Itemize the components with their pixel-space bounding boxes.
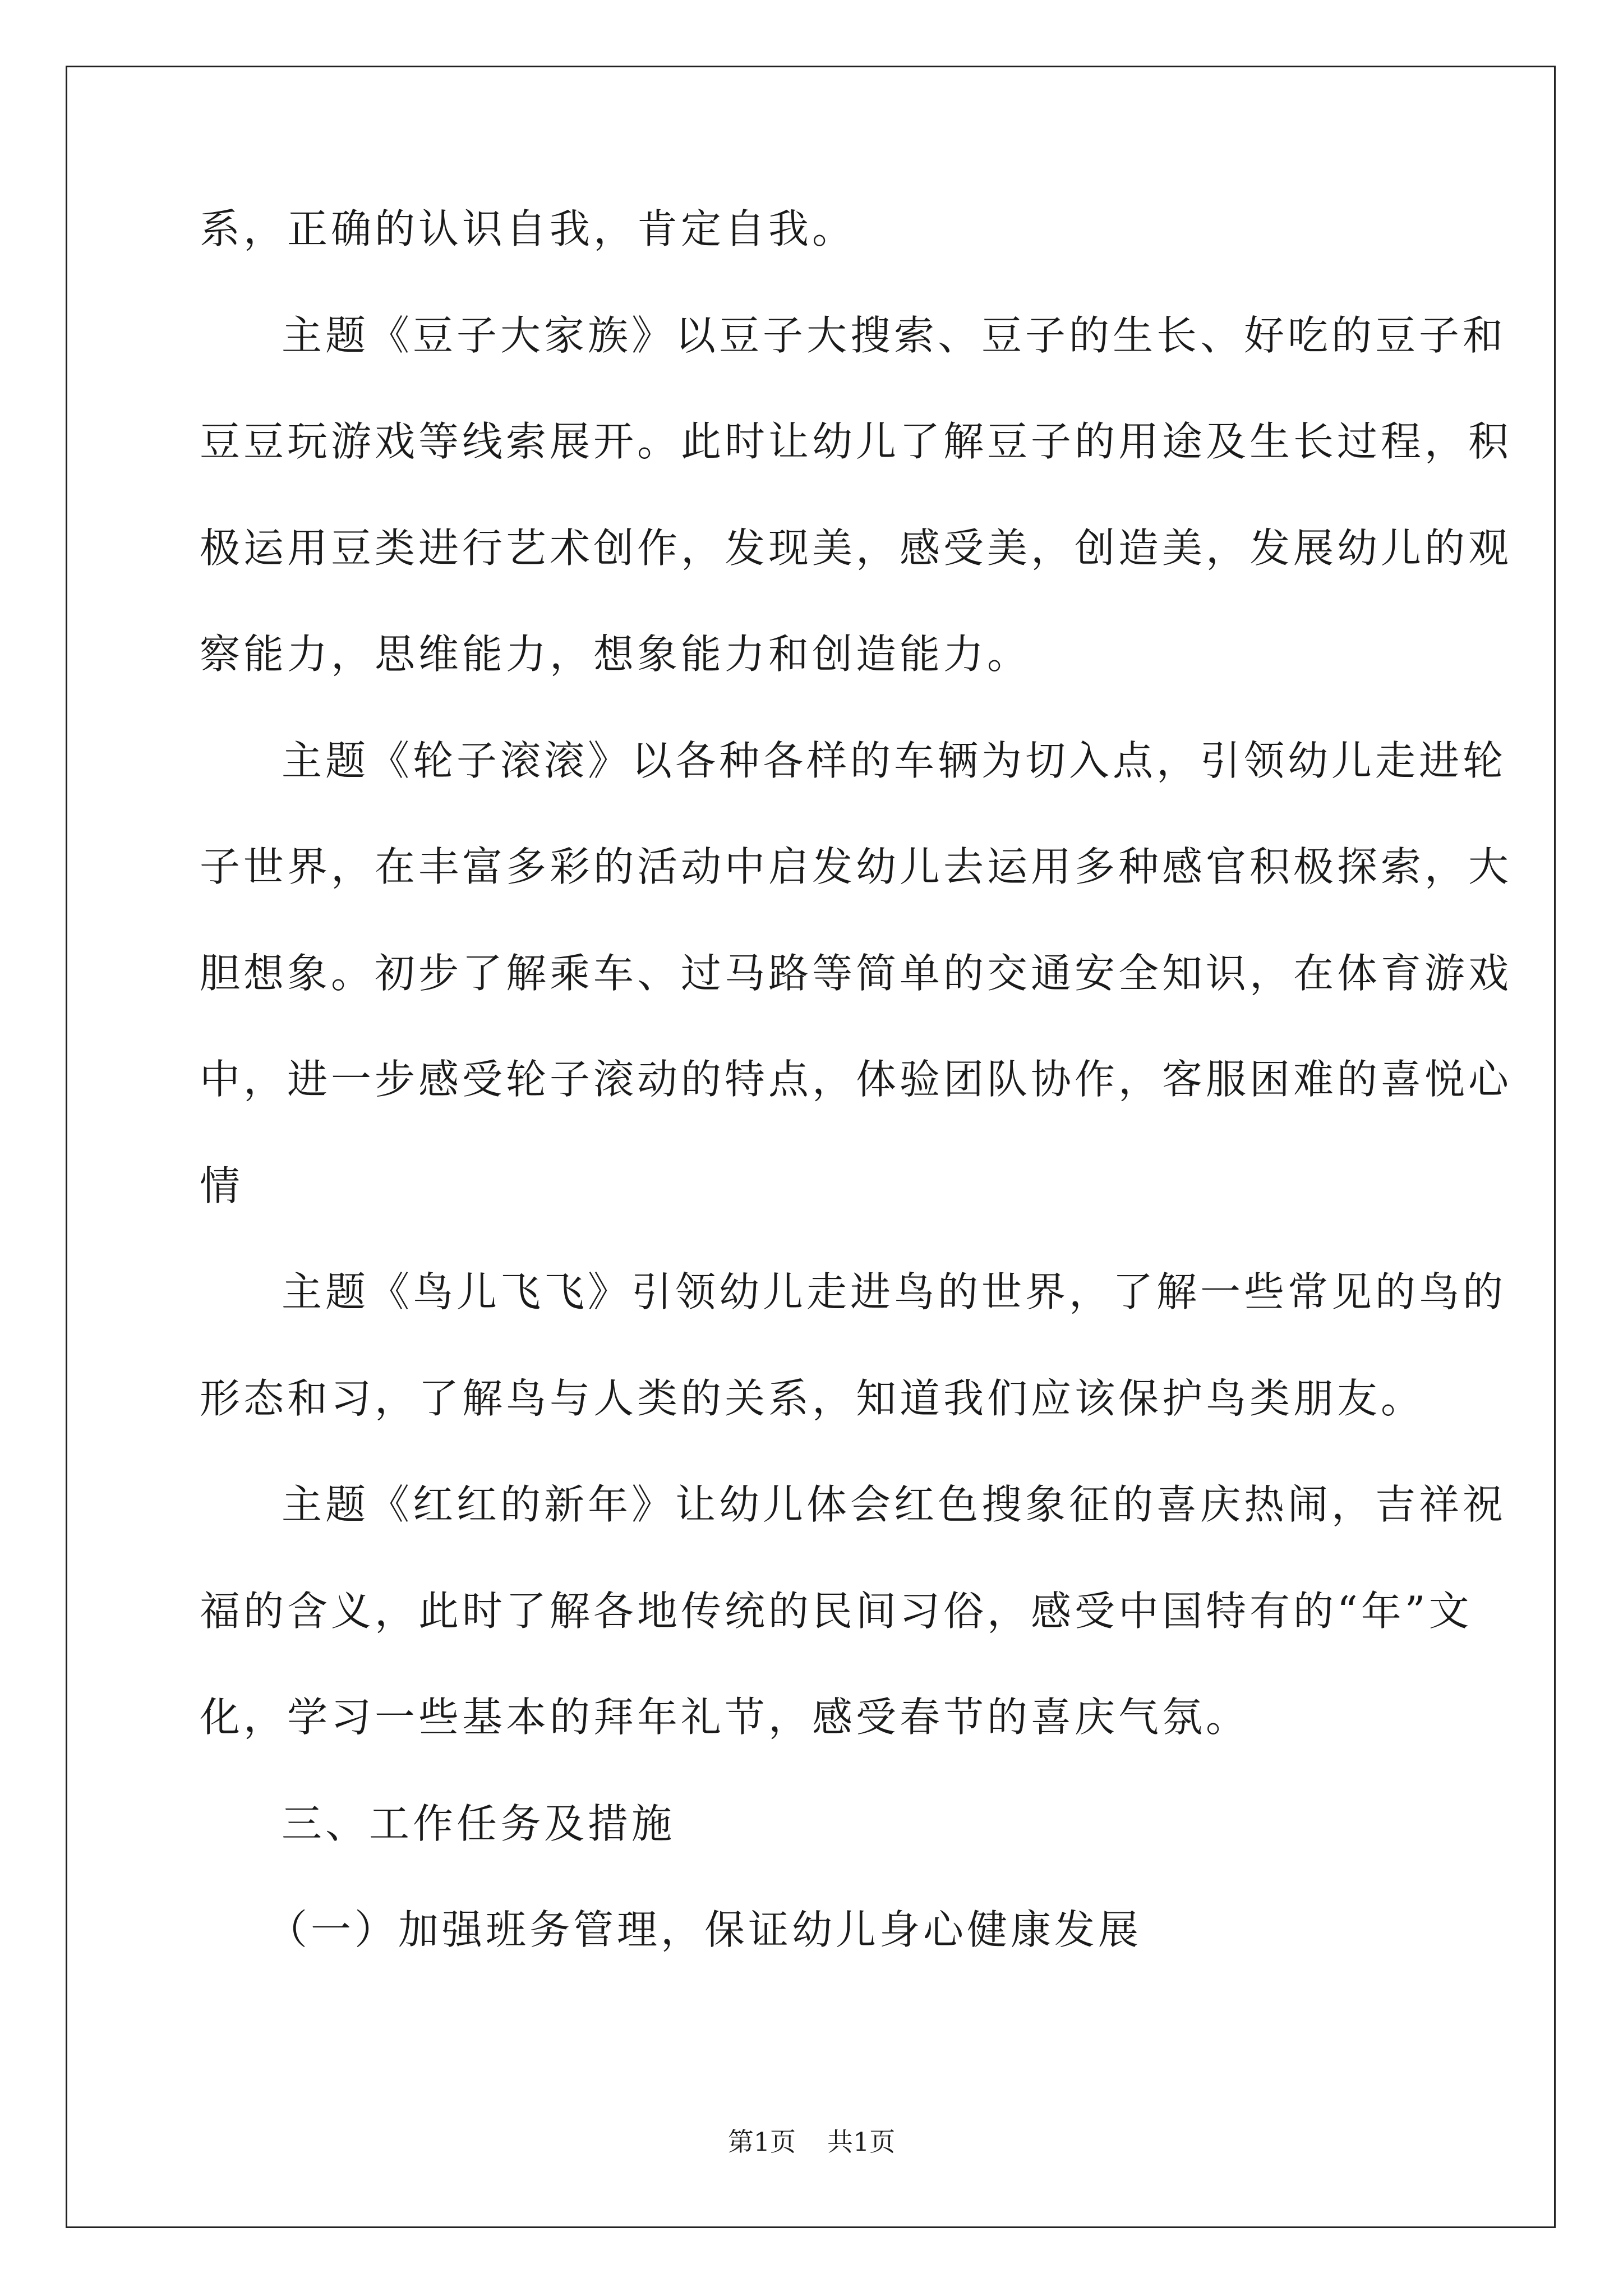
paragraph-line: 化，学习一些基本的拜年礼节，感受春节的喜庆气氛。 bbox=[200, 1694, 1250, 1741]
paragraph-line: 豆豆玩游戏等线索展开。此时让幼儿了解豆子的用途及生长过程，积 bbox=[200, 418, 1513, 465]
paragraph-line: 子世界，在丰富多彩的活动中启发幼儿去运用多种感官积极探索，大 bbox=[200, 843, 1513, 890]
paragraph-line: 主题《豆子大家族》以豆子大搜索、豆子的生长、好吃的豆子和 bbox=[282, 312, 1507, 359]
page-total: 共1页 bbox=[827, 2127, 896, 2157]
section-heading: 三、工作任务及措施 bbox=[282, 1800, 676, 1847]
paragraph-line: 察能力，思维能力，想象能力和创造能力。 bbox=[200, 631, 1031, 678]
paragraph-line: 形态和习，了解鸟与人类的关系，知道我们应该保护鸟类朋友。 bbox=[200, 1375, 1425, 1422]
paragraph-line: 系，正确的认识自我，肯定自我。 bbox=[200, 205, 856, 252]
paragraph-line: 主题《鸟儿飞飞》引领幼儿走进鸟的世界，了解一些常见的鸟的 bbox=[282, 1268, 1507, 1315]
paragraph-line: 中，进一步感受轮子滚动的特点，体验团队协作，客服困难的喜悦心 bbox=[200, 1056, 1513, 1103]
paragraph-line: 主题《轮子滚滚》以各种各样的车辆为切入点，引领幼儿走进轮 bbox=[282, 737, 1507, 784]
paragraph-line: 极运用豆类进行艺术创作，发现美，感受美，创造美，发展幼儿的观 bbox=[200, 524, 1513, 572]
paragraph-line: 情 bbox=[200, 1162, 244, 1209]
paragraph-line: 福的含义，此时了解各地传统的民间习俗，感受中国特有的“年”文 bbox=[200, 1588, 1473, 1635]
paragraph-line: 主题《红红的新年》让幼儿体会红色搜象征的喜庆热闹，吉祥祝 bbox=[282, 1481, 1507, 1528]
subsection-heading: （一）加强班务管理，保证幼儿身心健康发展 bbox=[267, 1906, 1142, 1953]
page-footer bbox=[0, 2125, 1623, 2159]
paragraph-line: 胆想象。初步了解乘车、过马路等简单的交通安全知识，在体育游戏 bbox=[200, 950, 1513, 997]
page-number: 第1页 bbox=[727, 2127, 796, 2157]
